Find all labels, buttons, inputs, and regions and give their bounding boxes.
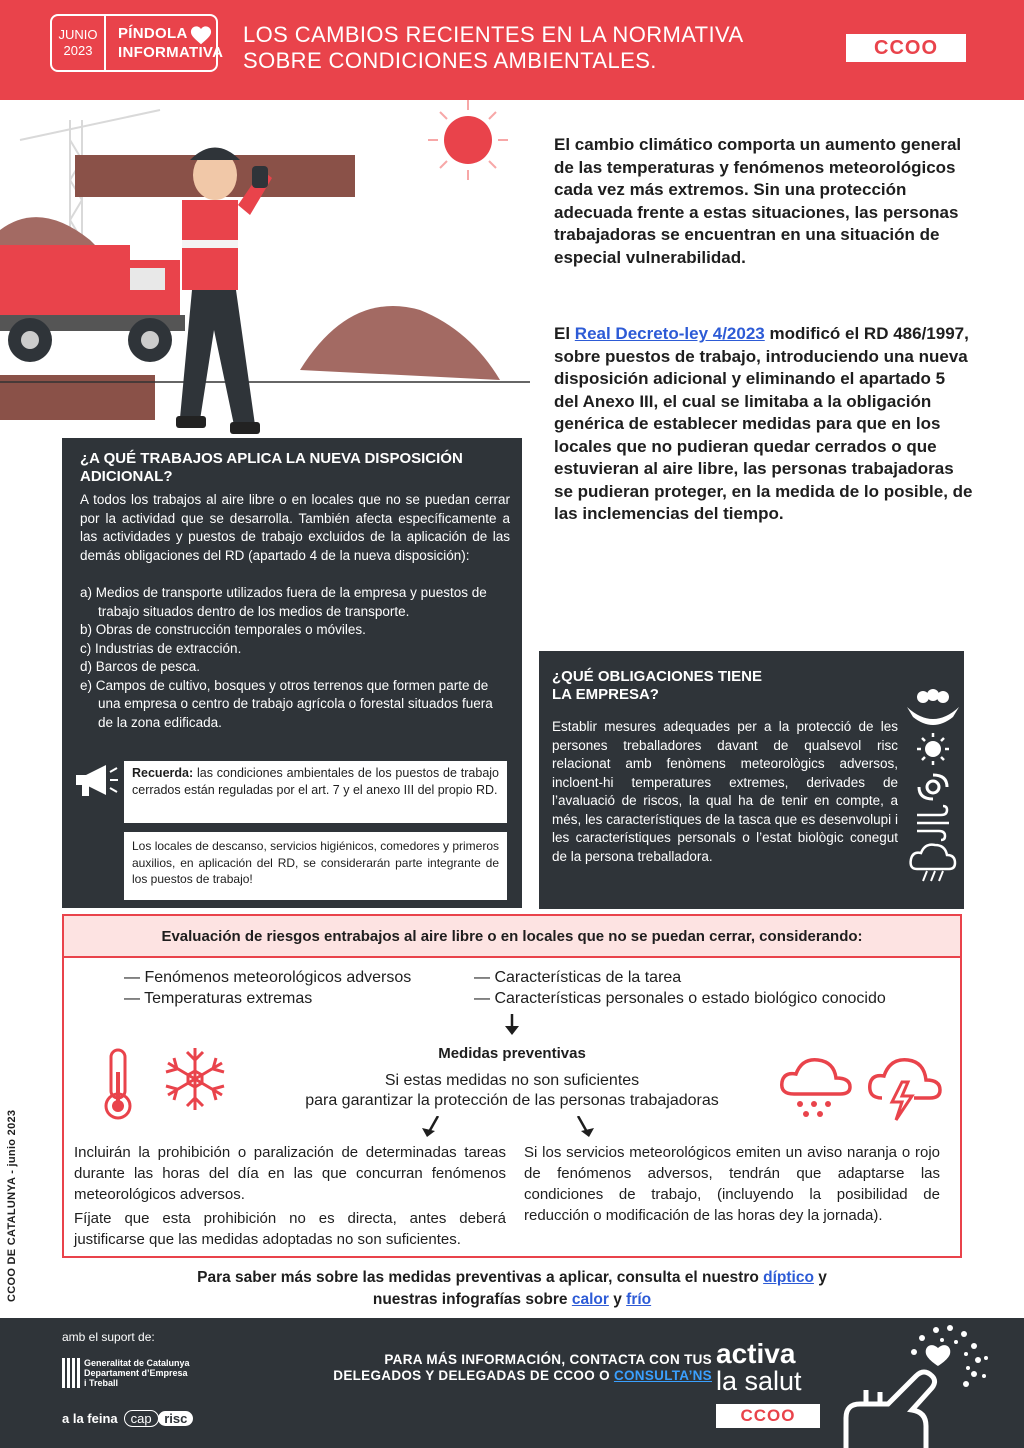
arrow-down-icon — [501, 1014, 523, 1036]
more-info-and: y — [608, 1291, 627, 1308]
prohibition-paragraph: Incluirán la prohibición o paralización de determinadas tareas durante las horas del día en las que concurran fenómenos meteorológicos adversos. — [74, 1144, 506, 1203]
measures-line2: para garantizar la protección de las personas trabajadoras — [305, 1092, 719, 1109]
obligations-title-line1: ¿QUÉ OBLIGACIONES TIENE — [552, 668, 763, 685]
title-line1: LOS CAMBIOS RECIENTES EN LA NORMATIVA — [243, 22, 744, 47]
recuerda-note — [124, 761, 507, 823]
generalitat-text — [84, 1358, 190, 1388]
risc-text: risc — [158, 1411, 193, 1426]
thermometer-icon — [98, 1048, 138, 1122]
gen-line2: Departament d’Empresa — [84, 1368, 188, 1378]
measures-title: Medidas preventivas — [438, 1045, 586, 1062]
cap-text: cap — [124, 1410, 159, 1427]
weather-alert-paragraph: Si los servicios meteorológicos emiten un aviso naranja o rojo de fenómenos adversos, tendrán que adaptarse las condiciones de trabajo, (incluyendo la posibilidad de reducción o modificación de las horas dey la jornada). — [524, 1144, 940, 1224]
real-decreto-link[interactable]: Real Decreto-ley 4/2023 — [574, 324, 765, 343]
generalitat-logo — [62, 1358, 190, 1388]
prohibition-note: Fíjate que esta prohibición no es directa, antes deberá justificarse que las medidas adoptadas no son suficientes. — [74, 1210, 506, 1248]
applicable-jobs-list — [80, 584, 510, 732]
gen-line1: Generalitat de Catalunya — [84, 1358, 190, 1368]
generalitat-bars-icon — [62, 1358, 80, 1388]
dot-ring — [911, 1325, 988, 1387]
salut-label: la salut — [716, 1366, 802, 1396]
obligations-title-line2: LA EMPRESA? — [552, 686, 659, 703]
pindola-line2: INFORMATIVA — [118, 44, 224, 61]
company-obligations-title — [552, 668, 852, 704]
heart-icon — [190, 25, 212, 47]
pointing-hand-heart-icon — [826, 1318, 996, 1448]
more-info-line1-end: y — [813, 1269, 827, 1286]
dump-truck-graphic — [0, 245, 185, 362]
diptico-link[interactable]: díptico — [763, 1269, 814, 1286]
arrow-down-right-icon — [574, 1116, 596, 1138]
rest-areas-note: Los locales de descanso, servicios higiénicos, comedores y primeros auxilios, en aplicación del RD, se considerarán parte integrante de los puestos de trabajo! — [124, 832, 507, 900]
calor-link[interactable]: calor — [571, 1291, 609, 1308]
hurricane-icon — [919, 775, 947, 799]
frio-link[interactable]: frío — [626, 1291, 652, 1308]
contact-line1: PARA MÁS INFORMACIÓN, CONTACTA CON TUS — [384, 1352, 712, 1367]
intro-paragraph: El cambio climático comporta un aumento general de las temperaturas y fenómenos meteorológicos cada vez más extremos. Sin una protección adecuada frente a estas situaciones, las personas trabajadoras se encuentran en una situación de especial vulnerabilidad. — [554, 135, 962, 267]
page-title — [243, 22, 843, 74]
decree-prefix: El — [554, 324, 575, 343]
thunderstorm-icon — [864, 1052, 946, 1124]
issue-year: 2023 — [63, 43, 93, 58]
consultans-link[interactable]: CONSULTA’NS — [613, 1368, 712, 1383]
risk-evaluation-heading: Evaluación de riesgos entrabajos al aire libre o en locales que no se puedan cerrar, considerando: — [64, 916, 960, 958]
more-info-line2: nuestras infografías sobre — [372, 1291, 572, 1308]
footer-ccoo-logo: CCOO — [716, 1404, 820, 1428]
decree-paragraph — [554, 323, 974, 526]
side-credit: CCOO DE CATALUNYA - junio 2023 — [6, 1109, 18, 1302]
wind-icon — [917, 806, 949, 840]
ccoo-logo: CCOO — [846, 34, 966, 62]
construction-worker-illustration — [0, 100, 540, 460]
storm-cloud-icon — [911, 845, 955, 881]
people-hands-icon — [907, 689, 959, 725]
measures-line1: Si estas medidas no son suficientes — [384, 1072, 640, 1089]
company-obligations-body: Establir mesures adequades per a la protecció de les persones treballadores davant de qualsevol risc relacionat amb fenòmens meteorològics adversos, incloent-hi temperatures extremes, derivades de l’avaluació de riscos, la qual ha de tenir en compte, a més, les característiques de la tasca que es desenvolupi i les característiques personals o l’estat biològic conegut de la persona treballadora. — [552, 719, 898, 864]
risk-evaluation-box — [62, 914, 962, 1258]
pindola-line1: PÍNDOLA — [118, 25, 188, 42]
cap-risc-logo — [62, 1410, 193, 1427]
contact-info — [252, 1352, 712, 1384]
arrow-down-left-icon — [420, 1116, 442, 1138]
contact-line2: DELEGADOS Y DELEGADAS DE CCOO O — [333, 1368, 614, 1383]
rain-cloud-icon — [776, 1052, 856, 1122]
list-item: d) Barcos de pesca. — [80, 659, 201, 674]
afeina-text: a la feina — [62, 1411, 118, 1426]
company-obligations-panel — [539, 651, 964, 909]
header-banner — [0, 0, 1024, 100]
more-info — [0, 1267, 1024, 1311]
recuerda-text: las condiciones ambientales de los puestos de trabajo cerrados están reguladas por el art. 7 y el anexo III del propio RD. — [132, 766, 499, 797]
factor-personal: — Características personales o estado biológico conocido — [474, 990, 886, 1007]
list-item: b) Obras de construcción temporales o móviles. — [80, 622, 366, 637]
megaphone-icon — [72, 762, 120, 798]
factor-weather: — Fenómenos meteorológicos adversos — [124, 969, 412, 986]
pindola-badge — [50, 14, 224, 72]
decree-rest: modificó el RD 486/1997, sobre puestos de trabajo, introduciendo una nueva disposición adicional y eliminando el apartado 5 del Anexo III, el cual se limitaba a la obligación genérica de establecer medidas para que en los locales que no pudieran quedar cerrados o que estuvieran al aire libre, las personas trabajadoras se pudieran proteger, en la medida de lo posible, de las inclemencias del tiempo. — [554, 324, 973, 523]
gen-line3: i Treball — [84, 1378, 119, 1388]
issue-date — [52, 16, 106, 70]
more-info-line1: Para saber más sobre las medidas preventivas a aplicar, consulta el nuestro — [197, 1269, 764, 1286]
sun-icon — [917, 733, 949, 765]
applicable-jobs-panel — [62, 438, 522, 908]
list-item: e) Campos de cultivo, bosques y otros terrenos que formen parte de una empresa o centro de trabajo agrícola o forestal situados fuera de la zona edificada. — [80, 677, 493, 730]
applicable-jobs-title: ¿A QUÉ TRABAJOS APLICA LA NUEVA DISPOSICIÓN ADICIONAL? — [80, 450, 463, 485]
factor-temperature: — Temperaturas extremas — [124, 990, 313, 1007]
list-item: c) Industrias de extracción. — [80, 640, 242, 656]
list-item: a) Medios de transporte utilizados fuera de la empresa y puestos de trabajo situados dentro de los medios de transporte. — [80, 585, 487, 619]
activa-label: activa — [716, 1338, 796, 1369]
footer — [0, 1318, 1024, 1448]
sun-graphic — [428, 100, 508, 180]
recuerda-label: Recuerda: — [132, 766, 194, 780]
weather-icons-column — [903, 687, 963, 887]
issue-month: JUNIO — [58, 27, 98, 42]
dirt-pile-right — [300, 306, 500, 380]
applicable-jobs-body: A todos los trabajos al aire libre o en locales que no se puedan cerrar por la actividad que se desarrolla. También afecta específicamente a las actividades y puestos de trabajo excluidos de la aplicación de las demás obligaciones del RD (apartado 4 de la nueva disposición): — [80, 492, 510, 563]
snowflake-icon — [160, 1044, 230, 1114]
title-line2: SOBRE CONDICIONES AMBIENTALES. — [243, 48, 657, 73]
factor-task: — Características de la tarea — [474, 969, 682, 986]
support-label: amb el suport de: — [62, 1330, 155, 1344]
